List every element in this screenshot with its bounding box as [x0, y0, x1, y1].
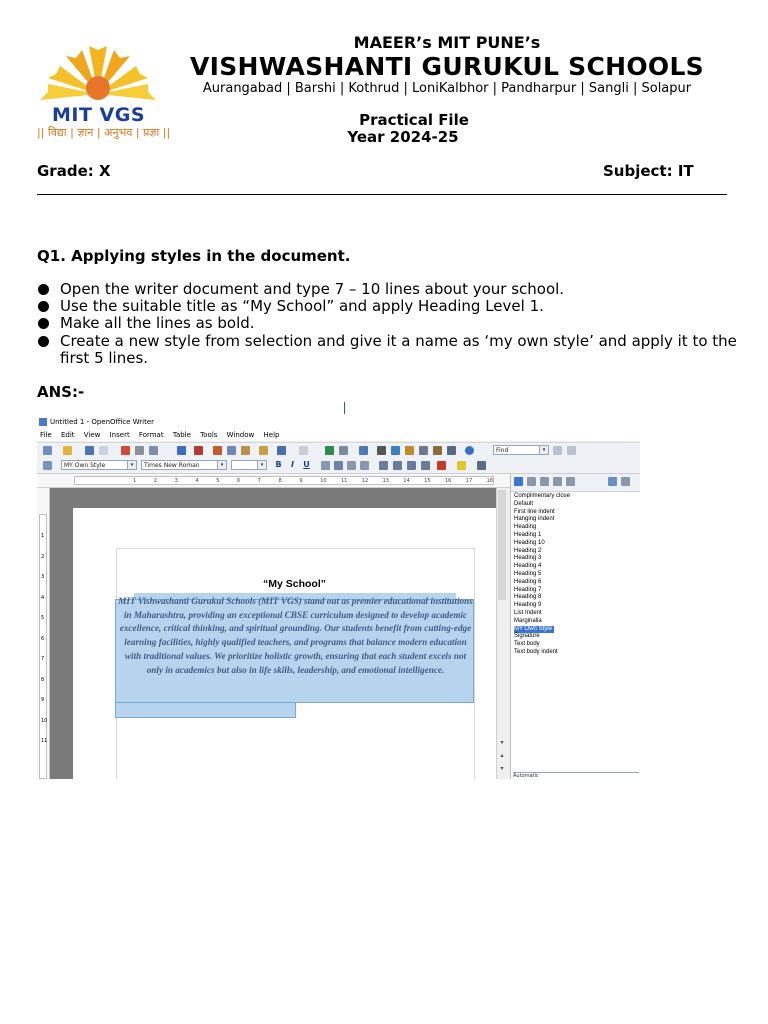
answer-label: ANS:-: [37, 383, 85, 401]
find-previous-icon[interactable]: [567, 446, 576, 455]
paste-icon[interactable]: [241, 446, 250, 455]
character-styles-icon[interactable]: [527, 477, 536, 486]
ruler-mark: 6: [41, 635, 45, 642]
bullet-icon: [38, 284, 49, 295]
file-title: Practical File: [359, 111, 469, 129]
ruler-mark: 2: [153, 478, 157, 484]
ruler-mark: 9: [41, 697, 45, 703]
chevron-down-icon[interactable]: ▾: [127, 461, 136, 469]
style-list: [514, 493, 570, 657]
ruler-mark: 6: [237, 478, 241, 484]
font-color-icon[interactable]: [437, 461, 446, 470]
ruler-mark: 3: [41, 574, 45, 580]
ruler-mark: 5: [216, 478, 220, 484]
bullets-icon[interactable]: [393, 461, 402, 470]
list-item: [37, 333, 737, 367]
find-placeholder: Find: [496, 447, 509, 454]
style-list-item[interactable]: Heading 5: [514, 570, 542, 577]
ruler-mark: 13: [382, 478, 389, 484]
style-list-item[interactable]: Heading 4: [514, 563, 542, 570]
style-list-item[interactable]: Hanging indent: [514, 516, 555, 523]
style-list-item[interactable]: Heading 10: [514, 539, 545, 546]
selection-highlight: [115, 703, 296, 718]
style-list-item[interactable]: Heading 3: [514, 555, 542, 562]
year-label: Year 2024-25: [347, 128, 459, 146]
font-size-select[interactable]: [231, 460, 267, 470]
school-name: VISHWASHANTI GURUKUL SCHOOLS: [190, 52, 704, 81]
datasources-icon[interactable]: [419, 446, 428, 455]
header-divider: [37, 194, 727, 195]
paragraph-style-value: MY Own Style: [64, 462, 106, 469]
logo-text: MIT VGS: [52, 104, 146, 126]
scrollbar-thumb[interactable]: [498, 490, 506, 600]
ruler-mark: 18: [486, 478, 493, 484]
style-list-item[interactable]: Heading 1: [514, 531, 542, 538]
ruler-mark: 14: [403, 478, 410, 484]
menu-bar: [37, 430, 640, 441]
style-list-item[interactable]: Complimentary close: [514, 493, 571, 499]
new-document-icon[interactable]: [43, 446, 52, 455]
menu-edit[interactable]: Edit: [60, 431, 75, 439]
menu-table[interactable]: Table: [172, 431, 191, 439]
style-list-item[interactable]: Text body: [514, 641, 540, 648]
style-list-item[interactable]: Heading: [514, 524, 537, 531]
ruler-mark: 10: [41, 717, 48, 724]
list-item: [37, 315, 737, 332]
ruler-mark: 5: [41, 615, 45, 621]
bullet-icon: [38, 301, 49, 312]
scroll-down-icon[interactable]: ▾: [500, 739, 504, 746]
ruler-strip: [74, 476, 494, 485]
list-item-text: Open the writer document and type 7 – 10 lines about your school.: [60, 280, 565, 298]
save-icon[interactable]: [85, 446, 94, 455]
document-area: [50, 488, 496, 779]
branches-line: Aurangabad | Barshi | Kothrud | LoniKalbhor | Pandharpur | Sangli | Solapur: [202, 81, 692, 96]
ruler-mark: 12: [361, 478, 369, 484]
undo-icon[interactable]: [277, 446, 286, 455]
style-list-item[interactable]: List Indent: [514, 609, 542, 616]
style-list-item[interactable]: MY Own Style: [514, 625, 552, 632]
paragraph-style-select[interactable]: [61, 460, 137, 470]
print-icon[interactable]: [135, 446, 144, 455]
logo-tagline: || विद्या | ज्ञान | अनुभव | प्रज्ञा ||: [37, 126, 171, 139]
ruler-mark: 11: [341, 478, 348, 484]
style-list-item[interactable]: Heading 6: [514, 578, 542, 585]
hyperlink-icon[interactable]: [325, 446, 334, 455]
ruler-mark: 2: [41, 553, 45, 560]
autospell-icon[interactable]: [194, 446, 203, 455]
background-color-icon[interactable]: [477, 461, 486, 470]
underline-button[interactable]: U: [303, 460, 310, 469]
page-down-icon[interactable]: ▾: [500, 765, 504, 772]
vertical-ruler: [37, 488, 50, 779]
copy-icon[interactable]: [227, 446, 236, 455]
document-page[interactable]: [73, 508, 496, 779]
subject-label: Subject: IT: [603, 162, 694, 180]
gallery-icon[interactable]: [405, 446, 414, 455]
find-replace-icon[interactable]: [377, 446, 386, 455]
fill-format-icon[interactable]: [608, 477, 617, 486]
window-titlebar: [37, 414, 640, 430]
show-draw-icon[interactable]: [359, 446, 368, 455]
menu-tools[interactable]: Tools: [200, 431, 218, 439]
chevron-down-icon[interactable]: ▾: [539, 446, 548, 454]
style-list-item[interactable]: Signature: [514, 633, 540, 640]
formatting-toolbar: [37, 458, 640, 474]
style-list-item[interactable]: Heading 7: [514, 586, 542, 593]
writer-app-icon: [39, 418, 47, 426]
menu-insert[interactable]: Insert: [109, 431, 130, 439]
ruler-mark: 16: [445, 478, 452, 484]
grade-label: Grade: X: [37, 162, 111, 180]
style-list-item[interactable]: Heading 2: [514, 547, 542, 554]
navigator-icon[interactable]: [391, 446, 400, 455]
ruler-mark: 1: [133, 478, 137, 484]
increase-indent-icon[interactable]: [421, 461, 430, 470]
ruler-mark: 4: [195, 478, 199, 484]
cut-icon[interactable]: [213, 446, 222, 455]
vertical-scrollbar[interactable]: [496, 488, 508, 779]
italic-button[interactable]: I: [291, 460, 294, 469]
ruler-mark: 10: [320, 478, 327, 484]
list-styles-icon[interactable]: [566, 477, 575, 486]
question-title: Q1. Applying styles in the document.: [37, 247, 351, 265]
stylist-toolbar: [511, 474, 640, 492]
styles-formatting-icon[interactable]: [43, 461, 52, 470]
ruler-mark: 15: [424, 478, 431, 484]
paragraph-styles-icon[interactable]: [514, 477, 523, 486]
ruler-mark: 11: [41, 738, 48, 744]
highlighting-icon[interactable]: [457, 461, 466, 470]
ruler-mark: 17: [465, 478, 473, 484]
new-style-from-selection-icon[interactable]: [621, 477, 630, 486]
style-list-item[interactable]: Heading 8: [514, 594, 542, 601]
align-left-icon[interactable]: [321, 461, 330, 470]
list-item: [37, 281, 737, 298]
align-right-icon[interactable]: [347, 461, 356, 470]
standard-toolbar: [37, 442, 640, 459]
bold-button[interactable]: B: [275, 460, 282, 469]
zoom-icon[interactable]: [447, 446, 456, 455]
menu-format[interactable]: Format: [138, 431, 164, 439]
ruler-strip: [39, 514, 47, 779]
list-item-text: Use the suitable title as “My School” and apply Heading Level 1.: [60, 297, 544, 316]
menu-view[interactable]: View: [83, 431, 101, 439]
edit-file-icon[interactable]: [99, 446, 108, 455]
clone-format-icon[interactable]: [259, 446, 268, 455]
bullet-icon: [38, 336, 49, 347]
find-input[interactable]: [493, 445, 549, 455]
menu-window[interactable]: Window: [226, 431, 255, 439]
font-name-value: Times New Roman: [144, 462, 200, 469]
bullet-icon: [38, 318, 49, 329]
menu-help[interactable]: Help: [263, 431, 280, 439]
document-paragraph[interactable]: MIT Vishwashanti Gurukul Schools (MIT VGS) stand out as premier educational institutions in Maharashtra, providing an exceptional CBSE curriculum designed to develop academic excellence, critical thinking, and spiritual grounding. Our students benefit from cutting-edge learning facilities, highly qualified teachers, and programs that balance modern education with traditional values. We prioritize holistic growth, ensuring that each student excels not only in academics but also in life skills, leadership, and emotional intelligence.: [118, 596, 473, 675]
list-item-text: Make all the lines as bold.: [60, 314, 255, 333]
list-item-text: Create a new style from selection and give it a name as ‘my own style’ and apply it to the first 5 lines.: [60, 331, 737, 367]
decrease-indent-icon[interactable]: [407, 461, 416, 470]
find-next-icon[interactable]: [553, 446, 562, 455]
ruler-mark: 4: [41, 594, 45, 601]
window-title: Untitled 1 - OpenOffice Writer: [50, 418, 155, 426]
page-up-icon[interactable]: ▴: [500, 752, 504, 759]
print-preview-icon[interactable]: [149, 446, 158, 455]
open-folder-icon[interactable]: [63, 446, 72, 455]
ruler-mark: 8: [41, 676, 45, 683]
style-list-item[interactable]: Default: [514, 500, 534, 507]
ruler-mark: 7: [257, 478, 261, 484]
style-list-item[interactable]: Heading 9: [514, 602, 542, 609]
table-icon[interactable]: [339, 446, 348, 455]
style-filter-select[interactable]: Automatic: [513, 772, 639, 779]
ruler-mark: 3: [174, 478, 178, 484]
styles-formatting-panel: [510, 474, 640, 779]
org-line: MAEER’s MIT PUNE’s: [353, 33, 541, 52]
redo-icon[interactable]: [299, 446, 308, 455]
ruler-mark: 9: [299, 478, 303, 484]
nonprinting-chars-icon[interactable]: [433, 446, 442, 455]
instruction-list: [37, 281, 737, 367]
style-list-item[interactable]: Marginalia: [514, 617, 542, 624]
ruler-mark: 8: [278, 478, 282, 484]
justify-icon[interactable]: [360, 461, 369, 470]
chevron-down-icon[interactable]: ▾: [217, 461, 226, 469]
list-item: [37, 298, 737, 315]
style-list-item[interactable]: Text body indent: [514, 648, 558, 655]
font-name-select[interactable]: [141, 460, 227, 470]
ruler-mark: 7: [41, 656, 45, 662]
export-pdf-icon[interactable]: [121, 446, 130, 455]
spellcheck-icon[interactable]: [177, 446, 186, 455]
frame-styles-icon[interactable]: [540, 477, 549, 486]
ruler-mark: 1: [41, 533, 45, 539]
writer-screenshot: [37, 414, 640, 779]
style-list-item[interactable]: First line indent: [514, 508, 555, 515]
page-styles-icon[interactable]: [553, 477, 562, 486]
chevron-down-icon[interactable]: ▾: [257, 461, 266, 469]
menu-file[interactable]: File: [40, 431, 52, 439]
align-center-icon[interactable]: [334, 461, 343, 470]
document-title[interactable]: “My School”: [262, 578, 326, 590]
help-icon[interactable]: [465, 446, 474, 455]
numbering-icon[interactable]: [379, 461, 388, 470]
